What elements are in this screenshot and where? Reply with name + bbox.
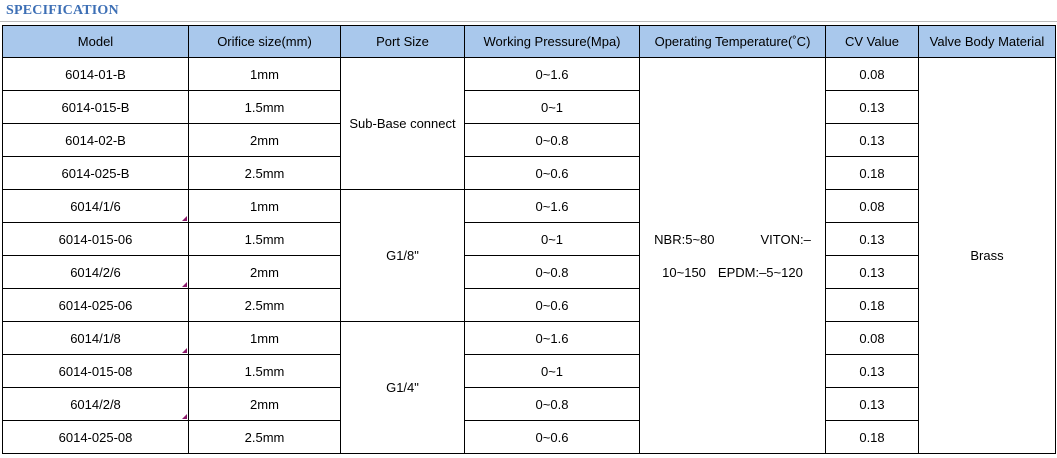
model-cell: 6014-015-06 xyxy=(3,223,189,256)
header-cv-value: CV Value xyxy=(826,26,919,58)
cv-cell: 0.18 xyxy=(826,289,919,322)
table-row xyxy=(3,91,1056,124)
cv-cell: 0.13 xyxy=(826,256,919,289)
model-cell xyxy=(3,322,189,355)
orifice-cell: 1.5mm xyxy=(189,355,341,388)
table-row xyxy=(3,124,1056,157)
table-row xyxy=(3,289,1056,322)
valve-body-material-cell: Brass xyxy=(919,58,1056,454)
cv-cell: 0.13 xyxy=(826,355,919,388)
model-cell xyxy=(3,190,189,223)
header-orifice-size: Orifice size(mm) xyxy=(189,26,341,58)
orifice-cell: 2.5mm xyxy=(189,157,341,190)
temp-nbr: NBR:5~80 xyxy=(654,231,715,247)
pressure-cell: 0~0.6 xyxy=(465,421,640,454)
table-row xyxy=(3,157,1056,190)
pressure-cell: 0~0.8 xyxy=(465,388,640,421)
orifice-cell: 2.5mm xyxy=(189,289,341,322)
model-cell: 6014-025-B xyxy=(3,157,189,190)
orifice-cell: 2mm xyxy=(189,388,341,421)
cv-cell: 0.13 xyxy=(826,91,919,124)
model-cell: 6014-025-06 xyxy=(3,289,189,322)
table-row xyxy=(3,58,1056,91)
pressure-cell: 0~1.6 xyxy=(465,58,640,91)
cv-cell: 0.13 xyxy=(826,388,919,421)
table-row xyxy=(3,322,1056,355)
comment-marker-icon xyxy=(182,348,187,353)
orifice-cell: 2.5mm xyxy=(189,421,341,454)
table-row xyxy=(3,355,1056,388)
orifice-cell: 1.5mm xyxy=(189,223,341,256)
title-divider xyxy=(0,21,1057,22)
temperature-line-2 xyxy=(640,256,825,289)
pressure-cell: 0~1 xyxy=(465,223,640,256)
port-size-cell: G1/8" xyxy=(341,190,465,322)
orifice-cell: 1mm xyxy=(189,190,341,223)
table-row xyxy=(3,190,1056,223)
model-cell: 6014-015-B xyxy=(3,91,189,124)
table-row xyxy=(3,223,1056,256)
cv-cell: 0.08 xyxy=(826,190,919,223)
table-row xyxy=(3,421,1056,454)
header-valve-body-material: Valve Body Material xyxy=(919,26,1056,58)
comment-marker-icon xyxy=(182,216,187,221)
model-text: 6014/1/6 xyxy=(70,198,121,214)
operating-temperature-cell xyxy=(640,58,826,454)
orifice-cell: 1mm xyxy=(189,58,341,91)
pressure-cell: 0~0.8 xyxy=(465,124,640,157)
comment-marker-icon xyxy=(182,282,187,287)
port-size-cell: Sub-Base connect xyxy=(341,58,465,190)
pressure-cell: 0~0.6 xyxy=(465,157,640,190)
model-text: 6014/2/6 xyxy=(70,264,121,280)
header-working-pressure: Working Pressure(Mpa) xyxy=(465,26,640,58)
cv-cell: 0.18 xyxy=(826,157,919,190)
section-title: SPECIFICATION xyxy=(6,3,119,18)
specification-table xyxy=(2,25,1056,454)
pressure-cell: 0~1 xyxy=(465,355,640,388)
header-row xyxy=(3,26,1056,58)
temperature-line-1 xyxy=(640,223,825,256)
pressure-cell: 0~1 xyxy=(465,91,640,124)
pressure-cell: 0~1.6 xyxy=(465,322,640,355)
table-row xyxy=(3,256,1056,289)
comment-marker-icon xyxy=(182,414,187,419)
cv-cell: 0.08 xyxy=(826,58,919,91)
model-text: 6014/1/8 xyxy=(70,330,121,346)
pressure-cell: 0~0.6 xyxy=(465,289,640,322)
header-model: Model xyxy=(3,26,189,58)
model-cell: 6014-01-B xyxy=(3,58,189,91)
orifice-cell: 1mm xyxy=(189,322,341,355)
pressure-cell: 0~0.8 xyxy=(465,256,640,289)
port-size-cell: G1/4" xyxy=(341,322,465,454)
cv-cell: 0.13 xyxy=(826,124,919,157)
model-cell xyxy=(3,388,189,421)
pressure-cell: 0~1.6 xyxy=(465,190,640,223)
temp-viton-range: 10~150 xyxy=(662,264,706,280)
cv-cell: 0.08 xyxy=(826,322,919,355)
model-cell: 6014-02-B xyxy=(3,124,189,157)
orifice-cell: 2mm xyxy=(189,124,341,157)
temp-viton: VITON:– xyxy=(760,231,811,247)
header-port-size: Port Size xyxy=(341,26,465,58)
model-text: 6014/2/8 xyxy=(70,396,121,412)
orifice-cell: 1.5mm xyxy=(189,91,341,124)
orifice-cell: 2mm xyxy=(189,256,341,289)
model-cell xyxy=(3,256,189,289)
model-cell: 6014-015-08 xyxy=(3,355,189,388)
model-cell: 6014-025-08 xyxy=(3,421,189,454)
table-row xyxy=(3,388,1056,421)
temp-epdm: EPDM:–5~120 xyxy=(717,264,803,280)
cv-cell: 0.18 xyxy=(826,421,919,454)
header-operating-temperature: Operating Temperature(˚C) xyxy=(640,26,826,58)
cv-cell: 0.13 xyxy=(826,223,919,256)
